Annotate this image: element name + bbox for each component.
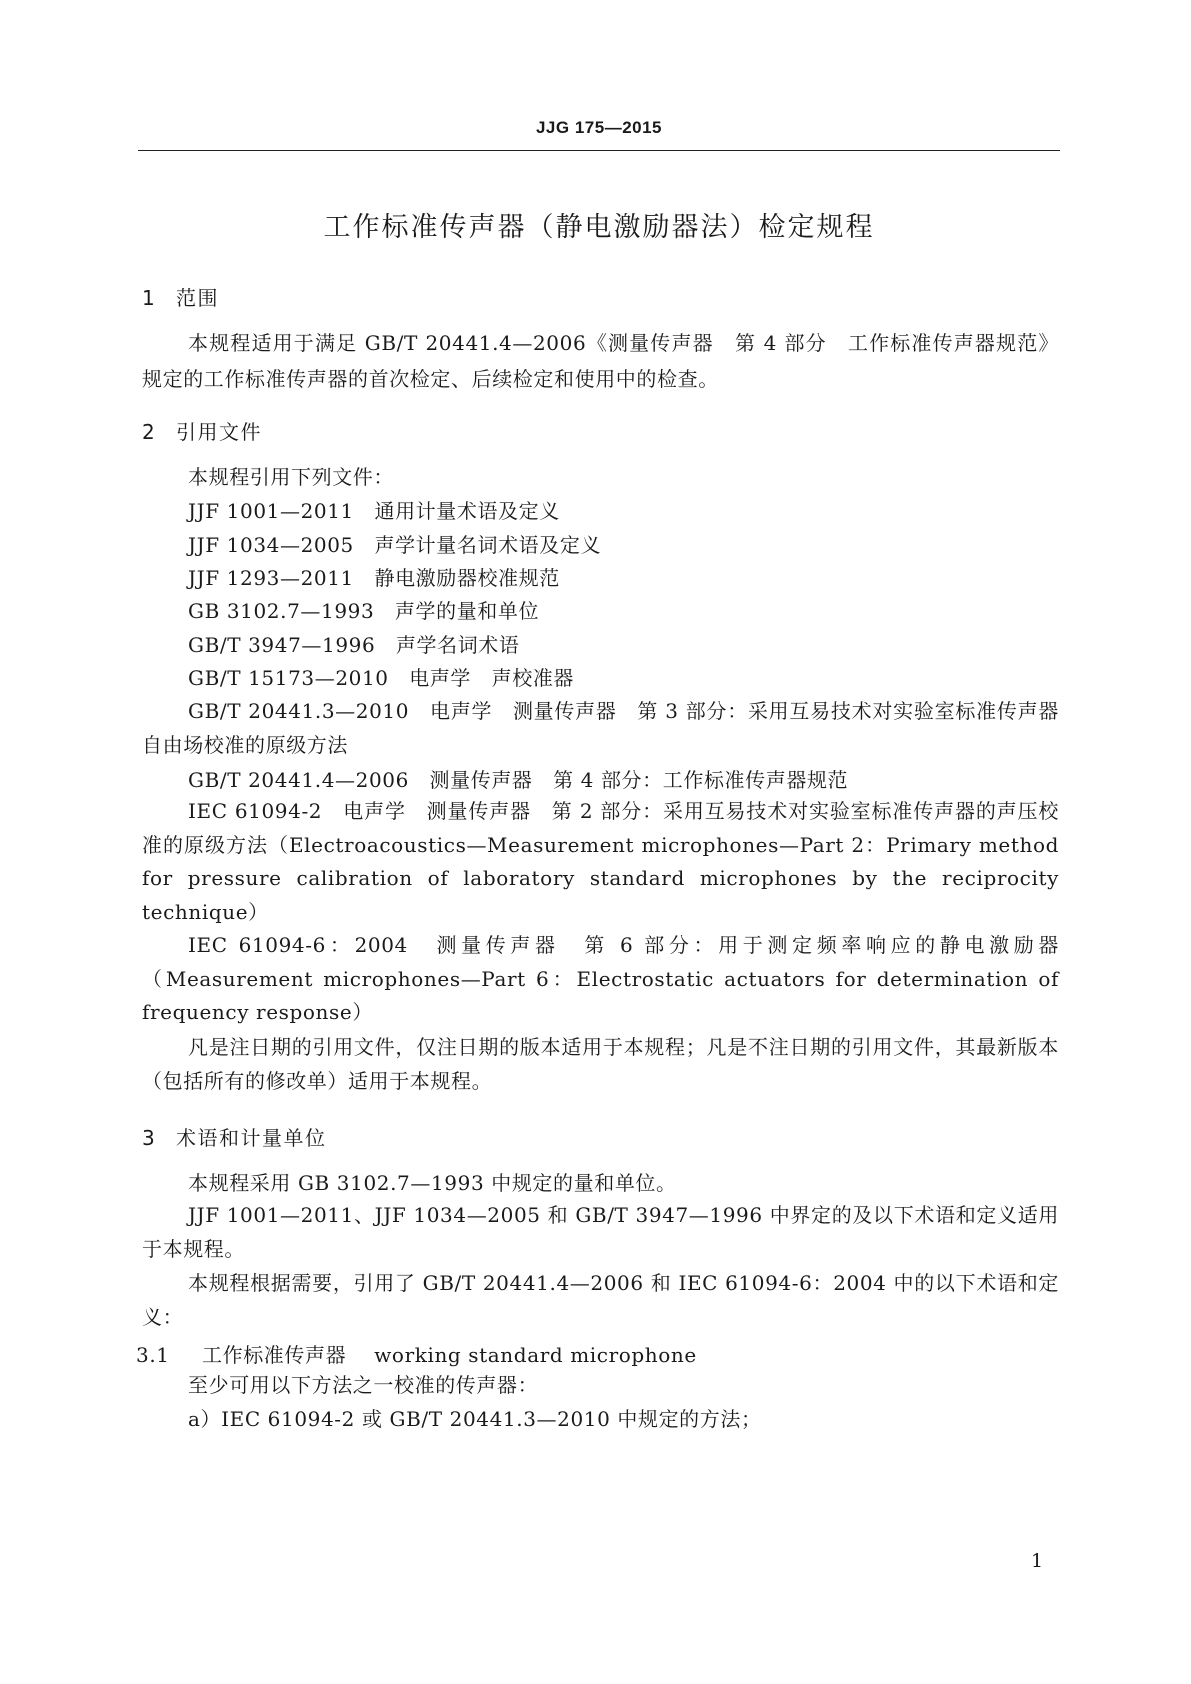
list-item: a）IEC 61094-2 或 GB/T 20441.3—2010 中规定的方法； — [188, 1407, 762, 1431]
header-rule — [138, 150, 1060, 151]
section-1-paragraph: 本规程适用于满足 GB/T 20441.4—2006《测量传声器 第 4 部分 工作标准传声器规范》规定的工作标准传声器的首次检定、后续检定和使用中的检查。 — [142, 331, 1059, 391]
subsection-number: 3.1 — [136, 1343, 170, 1367]
reference-item: GB/T 20441.3—2010 电声学 测量传声器 第 3 部分：采用互易技术对实验室标准传声器自由场校准的原级方法 — [142, 699, 1059, 757]
section-3-paragraph: 本规程根据需要，引用了 GB/T 20441.4—2006 和 IEC 61094-6：2004 中的以下术语和定义： — [142, 1271, 1059, 1329]
term-definition: 至少可用以下方法之一校准的传声器： — [188, 1373, 539, 1397]
reference-item: GB/T 20441.4—2006 测量传声器 第 4 部分：工作标准传声器规范 — [188, 768, 849, 792]
section-title: 术语和计量单位 — [176, 1126, 327, 1150]
section-1-heading — [142, 282, 219, 311]
reference-item: JJF 1293—2011 静电激励器校准规范 — [188, 566, 560, 590]
section-2-heading — [142, 416, 262, 445]
section-number: 2 — [142, 420, 157, 444]
reference-item: GB 3102.7—1993 声学的量和单位 — [188, 599, 540, 623]
term-english: working standard microphone — [374, 1343, 697, 1367]
reference-item: JJF 1001—2011 通用计量术语及定义 — [188, 499, 560, 523]
reference-item: IEC 61094-6：2004 测量传声器 第 6 部分：用于测定频率响应的静电激励器（Measurement microphones—Part 6：Electrostatic actuators for determination of frequency response） — [142, 933, 1059, 1024]
section-number: 3 — [142, 1126, 157, 1150]
section-3-paragraph: JJF 1001—2011、JJF 1034—2005 和 GB/T 3947—1996 中界定的及以下术语和定义适用于本规程。 — [142, 1203, 1059, 1261]
references-note: 凡是注日期的引用文件，仅注日期的版本适用于本规程；凡是不注日期的引用文件，其最新版本（包括所有的修改单）适用于本规程。 — [142, 1035, 1059, 1093]
references-intro: 本规程引用下列文件： — [188, 465, 394, 489]
reference-item: GB/T 3947—1996 声学名词术语 — [188, 633, 520, 657]
section-3-paragraph: 本规程采用 GB 3102.7—1993 中规定的量和单位。 — [188, 1171, 677, 1195]
reference-item: IEC 61094-2 电声学 测量传声器 第 2 部分：采用互易技术对实验室标准传声器的声压校准的原级方法（Electroacoustics—Measurement microphones—Part 2：Primary method for pressure calibration of laboratory standard microphones by the reciprocity technique） — [142, 799, 1059, 924]
subsection-3-1-heading — [136, 1339, 697, 1368]
section-title: 范围 — [176, 286, 219, 310]
page-title: 工作标准传声器（静电激励器法）检定规程 — [323, 212, 875, 243]
reference-item: GB/T 15173—2010 电声学 声校准器 — [188, 666, 575, 690]
term-chinese: 工作标准传声器 — [202, 1343, 347, 1367]
reference-item: JJF 1034—2005 声学计量名词术语及定义 — [188, 533, 602, 557]
section-number: 1 — [142, 286, 157, 310]
page-number: 1 — [1031, 1550, 1044, 1572]
section-3-heading — [142, 1122, 327, 1151]
section-title: 引用文件 — [176, 420, 262, 444]
document-code-header: JJG 175—2015 — [535, 118, 663, 137]
